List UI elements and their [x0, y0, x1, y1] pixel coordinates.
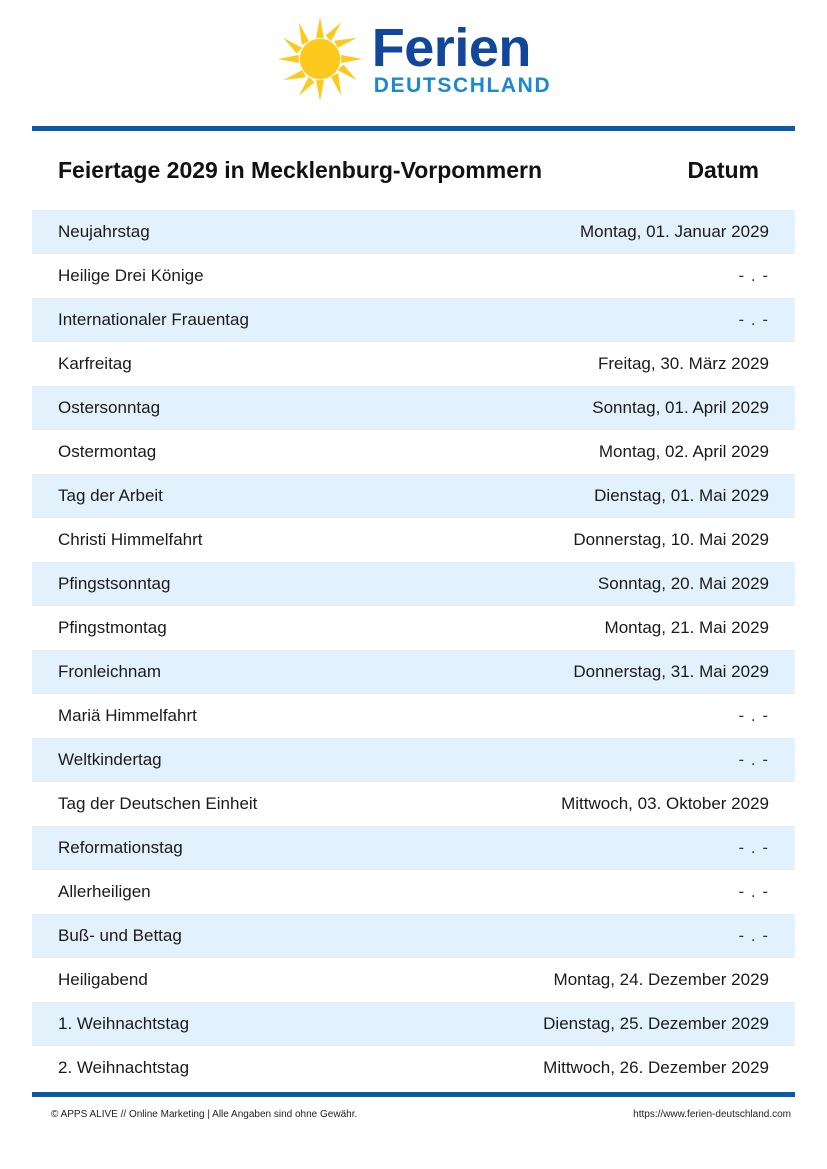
- holiday-name: Karfreitag: [58, 354, 132, 373]
- page-header: [0, 0, 827, 126]
- holiday-date: - . -: [738, 838, 769, 857]
- holiday-date: - . -: [738, 266, 769, 285]
- holiday-date: Mittwoch, 26. Dezember 2029: [543, 1058, 769, 1077]
- table-row: [32, 254, 795, 298]
- brand-subtitle: DEUTSCHLAND: [373, 74, 552, 98]
- holiday-date: Mittwoch, 03. Oktober 2029: [561, 794, 769, 813]
- column-header-date: Datum: [687, 157, 759, 183]
- sun-icon: [276, 15, 364, 103]
- table-row: [32, 738, 795, 782]
- table-row: [32, 474, 795, 518]
- holiday-date: Montag, 02. April 2029: [598, 442, 769, 461]
- holiday-name: Weltkindertag: [58, 750, 162, 769]
- table-row: [32, 562, 795, 606]
- holiday-name: Pfingstmontag: [58, 618, 167, 637]
- table-row: [32, 650, 795, 694]
- brand-wordmark: [371, 17, 552, 98]
- table-row: [32, 870, 795, 914]
- holiday-name: Buß- und Bettag: [58, 926, 182, 945]
- holiday-date: Sonntag, 01. April 2029: [592, 398, 769, 417]
- holiday-date: - . -: [738, 706, 769, 725]
- table-row: [32, 518, 795, 562]
- holiday-name: Fronleichnam: [58, 662, 161, 681]
- table-row: [32, 386, 795, 430]
- holiday-name: Reformationstag: [58, 838, 183, 857]
- table-header: [32, 131, 795, 210]
- holiday-date: - . -: [738, 882, 769, 901]
- holiday-name: Heilige Drei Könige: [58, 266, 204, 285]
- table-row: [32, 782, 795, 826]
- holiday-name: 2. Weihnachtstag: [58, 1058, 190, 1077]
- holiday-name: Ostermontag: [58, 442, 157, 461]
- table-row: [32, 1046, 795, 1090]
- divider-bottom: [32, 1092, 795, 1097]
- holiday-date: Montag, 24. Dezember 2029: [553, 970, 769, 989]
- holiday-date: Dienstag, 25. Dezember 2029: [543, 1014, 769, 1033]
- holiday-name: 1. Weihnachtstag: [58, 1014, 190, 1033]
- footer-url[interactable]: https://www.ferien-deutschland.com: [633, 1109, 791, 1120]
- holiday-name: Mariä Himmelfahrt: [58, 706, 197, 725]
- brand-name: Ferien: [371, 17, 531, 78]
- table-row: [32, 826, 795, 870]
- holiday-date: Montag, 01. Januar 2029: [579, 222, 769, 241]
- brand-logo: [276, 15, 551, 103]
- holiday-date: Donnerstag, 10. Mai 2029: [573, 530, 769, 549]
- holiday-name: Heiligabend: [58, 970, 148, 989]
- holiday-name: Tag der Deutschen Einheit: [58, 794, 258, 813]
- holiday-name: Ostersonntag: [58, 398, 161, 417]
- page-footer: [32, 1109, 795, 1120]
- holiday-name: Neujahrstag: [58, 222, 150, 241]
- table-row: [32, 298, 795, 342]
- table-row: [32, 342, 795, 386]
- holiday-date: - . -: [738, 310, 769, 329]
- table-row: [32, 430, 795, 474]
- table-row: [32, 958, 795, 1002]
- table-row: [32, 210, 795, 254]
- holiday-name: Allerheiligen: [58, 882, 151, 901]
- holiday-table: [32, 210, 795, 1090]
- table-row: [32, 1002, 795, 1046]
- holiday-date: Sonntag, 20. Mai 2029: [597, 574, 769, 593]
- holiday-date: - . -: [738, 926, 769, 945]
- holiday-date: Montag, 21. Mai 2029: [604, 618, 769, 637]
- table-row: [32, 694, 795, 738]
- holiday-date: - . -: [738, 750, 769, 769]
- holiday-date: Donnerstag, 31. Mai 2029: [573, 662, 769, 681]
- holiday-name: Internationaler Frauentag: [58, 310, 249, 329]
- footer-copyright: © APPS ALIVE // Online Marketing | Alle Angaben sind ohne Gewähr.: [51, 1109, 358, 1120]
- holiday-name: Tag der Arbeit: [58, 486, 163, 505]
- page-title: Feiertage 2029 in Mecklenburg-Vorpommern: [58, 157, 542, 183]
- holiday-name: Christi Himmelfahrt: [58, 530, 203, 549]
- table-row: [32, 914, 795, 958]
- holiday-name: Pfingstsonntag: [58, 574, 171, 593]
- holiday-date: Dienstag, 01. Mai 2029: [594, 486, 769, 505]
- holiday-date: Freitag, 30. März 2029: [597, 354, 769, 373]
- table-row: [32, 606, 795, 650]
